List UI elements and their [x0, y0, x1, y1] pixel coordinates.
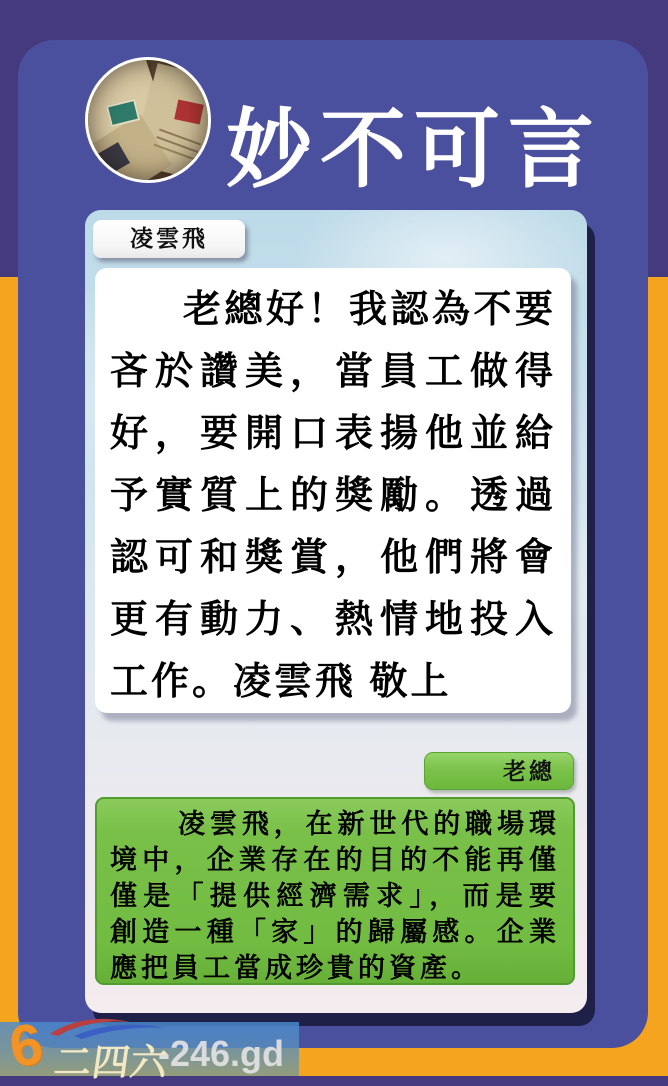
message-line: 好，要開口表揚他並給: [110, 413, 556, 455]
recipient-name-label: 老總: [503, 758, 555, 784]
sender-name-tag: [93, 220, 245, 258]
message-line: 吝於讚美，當員工做得: [110, 351, 556, 393]
watermark-bar: [0, 1010, 299, 1083]
message-line: 更有動力、熱情地投入: [110, 599, 556, 641]
recipient-name-tag: [424, 752, 574, 790]
avatar: [85, 57, 211, 183]
message-line: 僅是「提供經濟需求」，而是要: [110, 881, 560, 911]
message-line: 予實質上的獎勵。透過: [110, 475, 556, 517]
message-line: 老總好！我認為不要: [183, 289, 556, 331]
sender-name-label: 凌雲飛: [130, 225, 208, 251]
watermark-logo-6: 6: [4, 1010, 48, 1081]
message-line: 工作。凌雲飛 敬上: [110, 661, 452, 703]
sender-message-bubble: [95, 268, 571, 713]
message-line: 凌雲飛，在新世代的職場環: [178, 809, 560, 839]
message-line: 創造一種「家」的歸屬感。企業: [110, 917, 560, 947]
watermark-brand: 二四六: [51, 1042, 172, 1083]
watermark-url: -246.gd: [158, 1033, 285, 1074]
photo-vignette: [88, 60, 208, 180]
reply-message-bubble: [95, 797, 575, 985]
main-card: [18, 40, 648, 1048]
page-title: 妙不可言: [226, 102, 602, 198]
message-line: 認可和獎賞，他們將會: [110, 537, 556, 579]
message-line: 應把員工當成珍貴的資產。: [110, 953, 482, 983]
chat-panel: [85, 210, 587, 1013]
message-line: 境中，企業存在的目的不能再僅: [110, 845, 560, 875]
